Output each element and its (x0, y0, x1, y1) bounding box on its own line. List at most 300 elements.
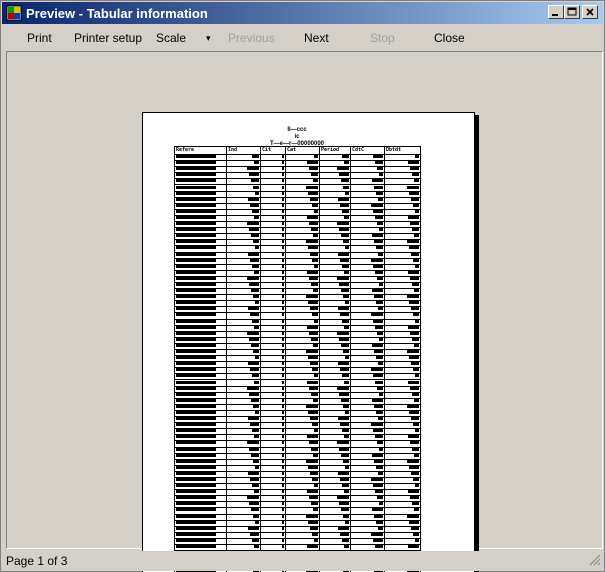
illegible-text-mark (176, 271, 216, 274)
illegible-text-mark (282, 508, 284, 511)
close-window-button[interactable] (582, 5, 598, 19)
title-bar (2, 2, 603, 24)
preview-area[interactable] (6, 51, 603, 549)
illegible-text-mark (255, 246, 259, 249)
illegible-text-mark (340, 478, 349, 481)
illegible-text-mark (176, 508, 216, 511)
illegible-text-mark (282, 277, 284, 280)
previous-button[interactable]: Previous (228, 31, 275, 45)
illegible-text-mark (248, 362, 259, 365)
illegible-text-mark (378, 198, 383, 201)
illegible-text-mark (282, 179, 284, 182)
illegible-text-mark (375, 381, 383, 384)
stop-button[interactable]: Stop (370, 31, 395, 45)
illegible-text-mark (343, 295, 349, 298)
illegible-text-mark (252, 210, 259, 213)
illegible-text-mark (251, 508, 259, 511)
illegible-text-mark (176, 362, 216, 365)
scale-button[interactable]: Scale (156, 31, 187, 45)
illegible-text-mark (375, 271, 383, 274)
illegible-text-mark (248, 198, 259, 201)
illegible-text-mark (407, 240, 419, 243)
illegible-text-mark (375, 490, 383, 493)
illegible-text-mark (176, 326, 216, 329)
illegible-text-mark (282, 399, 284, 402)
illegible-text-mark (176, 515, 216, 518)
illegible-text-mark (413, 533, 419, 536)
illegible-text-mark (372, 179, 383, 182)
illegible-text-mark (250, 478, 259, 481)
illegible-text-mark (176, 338, 216, 341)
next-button[interactable]: Next (304, 31, 329, 45)
illegible-text-mark (410, 387, 419, 390)
illegible-text-mark (411, 527, 419, 530)
illegible-text-mark (251, 399, 259, 402)
illegible-text-mark (176, 472, 216, 475)
illegible-text-mark (379, 502, 383, 505)
illegible-text-mark (340, 423, 349, 426)
illegible-text-mark (306, 350, 318, 353)
illegible-text-mark (307, 381, 318, 384)
illegible-text-mark (282, 448, 284, 451)
illegible-text-mark (372, 344, 383, 347)
illegible-text-mark (282, 527, 284, 530)
illegible-text-mark (372, 289, 383, 292)
illegible-text-mark (308, 246, 318, 249)
illegible-text-mark (282, 289, 284, 292)
print-button[interactable]: Print (27, 31, 52, 45)
illegible-text-mark (176, 435, 216, 438)
illegible-text-mark (282, 387, 284, 390)
illegible-text-mark (282, 539, 284, 542)
illegible-text-mark (311, 338, 318, 341)
illegible-text-mark (255, 411, 259, 414)
illegible-text-mark (313, 179, 318, 182)
illegible-text-mark (338, 417, 349, 420)
report-table (174, 146, 421, 572)
illegible-text-mark (176, 490, 216, 493)
illegible-text-mark (312, 423, 318, 426)
illegible-text-mark (176, 155, 216, 158)
illegible-text-mark (377, 441, 383, 444)
illegible-text-mark (282, 350, 284, 353)
illegible-text-mark (282, 417, 284, 420)
illegible-text-mark (251, 454, 259, 457)
illegible-text-mark (372, 399, 383, 402)
illegible-text-mark (307, 545, 318, 548)
illegible-text-mark (376, 192, 383, 195)
illegible-text-mark (176, 381, 216, 384)
illegible-text-mark (282, 246, 284, 249)
illegible-text-mark (248, 527, 259, 530)
illegible-text-mark (251, 179, 259, 182)
illegible-text-mark (373, 320, 383, 323)
illegible-text-mark (251, 344, 259, 347)
illegible-text-mark (254, 326, 259, 329)
illegible-text-mark (309, 441, 318, 444)
illegible-text-mark (253, 405, 259, 408)
illegible-text-mark (342, 265, 349, 268)
illegible-text-mark (282, 374, 284, 377)
illegible-text-mark (373, 484, 383, 487)
illegible-text-mark (282, 240, 284, 243)
illegible-text-mark (414, 508, 419, 511)
illegible-text-mark (407, 460, 419, 463)
illegible-text-mark (176, 222, 216, 225)
illegible-text-mark (415, 210, 419, 213)
illegible-text-mark (414, 289, 419, 292)
illegible-text-mark (371, 204, 383, 207)
illegible-text-mark (282, 381, 284, 384)
illegible-text-mark (176, 210, 216, 213)
illegible-text-mark (176, 320, 216, 323)
maximize-button[interactable] (564, 5, 580, 19)
illegible-text-mark (314, 320, 318, 323)
illegible-text-mark (313, 234, 318, 237)
illegible-text-mark (342, 484, 349, 487)
illegible-text-mark (313, 454, 318, 457)
illegible-text-mark (410, 167, 419, 170)
illegible-text-mark (379, 283, 383, 286)
illegible-text-mark (344, 545, 349, 548)
illegible-text-mark (253, 515, 259, 518)
illegible-text-mark (414, 454, 419, 457)
illegible-text-mark (176, 387, 216, 390)
illegible-text-mark (310, 198, 318, 201)
illegible-text-mark (282, 533, 284, 536)
illegible-text-mark (412, 338, 419, 341)
illegible-text-mark (282, 478, 284, 481)
illegible-text-mark (373, 429, 383, 432)
toolbar (2, 25, 603, 50)
report-title-2: ic (294, 134, 300, 140)
illegible-text-mark (306, 460, 318, 463)
illegible-text-mark (254, 490, 259, 493)
illegible-text-mark (309, 167, 318, 170)
illegible-text-mark (247, 222, 259, 225)
illegible-text-mark (377, 167, 383, 170)
illegible-text-mark (412, 173, 419, 176)
illegible-text-mark (378, 253, 383, 256)
illegible-text-mark (343, 350, 349, 353)
illegible-text-mark (249, 502, 259, 505)
illegible-text-mark (345, 246, 349, 249)
illegible-text-mark (176, 460, 216, 463)
illegible-text-mark (338, 307, 349, 310)
illegible-text-mark (374, 460, 383, 463)
illegible-text-mark (339, 502, 349, 505)
illegible-text-mark (372, 454, 383, 457)
illegible-text-mark (341, 454, 349, 457)
illegible-text-mark (282, 210, 284, 213)
illegible-text-mark (306, 515, 318, 518)
illegible-text-mark (176, 539, 216, 542)
illegible-text-mark (411, 472, 419, 475)
illegible-text-mark (254, 216, 259, 219)
illegible-text-mark (371, 533, 383, 536)
resize-grip-icon[interactable] (589, 554, 601, 569)
illegible-text-mark (282, 454, 284, 457)
illegible-text-mark (310, 362, 318, 365)
illegible-text-mark (282, 173, 284, 176)
status-bar (2, 551, 603, 571)
illegible-text-mark (176, 411, 216, 414)
illegible-text-mark (249, 448, 259, 451)
illegible-text-mark (176, 484, 216, 487)
illegible-text-mark (176, 259, 216, 262)
illegible-text-mark (339, 173, 349, 176)
illegible-text-mark (308, 192, 318, 195)
illegible-text-mark (375, 326, 383, 329)
illegible-text-mark (344, 161, 349, 164)
illegible-text-mark (176, 295, 216, 298)
illegible-text-mark (253, 295, 259, 298)
illegible-text-mark (253, 350, 259, 353)
illegible-text-mark (282, 216, 284, 219)
report-title-1: Il—ccc (287, 127, 307, 133)
illegible-text-mark (378, 307, 383, 310)
illegible-text-mark (314, 265, 318, 268)
illegible-text-mark (251, 234, 259, 237)
illegible-text-mark (344, 435, 349, 438)
printer-setup-button[interactable]: Printer setup (74, 31, 143, 45)
illegible-text-mark (337, 167, 349, 170)
illegible-text-mark (282, 253, 284, 256)
illegible-text-mark (307, 161, 318, 164)
illegible-text-mark (310, 253, 318, 256)
illegible-text-mark (282, 192, 284, 195)
illegible-text-mark (374, 405, 383, 408)
illegible-text-mark (176, 167, 216, 170)
illegible-text-mark (313, 399, 318, 402)
illegible-text-mark (343, 515, 349, 518)
illegible-text-mark (176, 216, 216, 219)
illegible-text-mark (247, 277, 259, 280)
report (174, 127, 420, 153)
illegible-text-mark (413, 478, 419, 481)
illegible-text-mark (375, 545, 383, 548)
illegible-text-mark (282, 332, 284, 335)
illegible-text-mark (337, 441, 349, 444)
page-indicator: Page 1 of 3 (6, 554, 68, 568)
illegible-text-mark (338, 527, 349, 530)
illegible-text-mark (407, 295, 419, 298)
illegible-text-mark (311, 448, 318, 451)
illegible-text-mark (176, 228, 216, 231)
illegible-text-mark (314, 429, 318, 432)
illegible-text-mark (176, 186, 216, 189)
illegible-text-mark (176, 277, 216, 280)
illegible-text-mark (375, 216, 383, 219)
illegible-text-mark (253, 240, 259, 243)
minimize-button[interactable] (548, 5, 564, 19)
report-col-header: Ind (227, 147, 261, 155)
illegible-text-mark (282, 496, 284, 499)
illegible-text-mark (371, 368, 383, 371)
illegible-text-mark (254, 545, 259, 548)
illegible-text-mark (310, 472, 318, 475)
illegible-text-mark (373, 210, 383, 213)
illegible-text-mark (413, 204, 419, 207)
illegible-text-mark (338, 198, 349, 201)
illegible-text-mark (415, 484, 419, 487)
illegible-text-mark (341, 344, 349, 347)
illegible-text-mark (308, 411, 318, 414)
illegible-text-mark (282, 283, 284, 286)
close-button[interactable]: Close (434, 31, 465, 45)
illegible-text-mark (408, 161, 419, 164)
illegible-text-mark (407, 515, 419, 518)
preview-page (142, 112, 475, 572)
illegible-text-mark (340, 204, 349, 207)
illegible-text-mark (410, 222, 419, 225)
illegible-text-mark (176, 527, 216, 530)
illegible-text-mark (413, 423, 419, 426)
illegible-text-mark (176, 466, 216, 469)
illegible-text-mark (176, 332, 216, 335)
illegible-text-mark (282, 198, 284, 201)
illegible-text-mark (341, 289, 349, 292)
illegible-text-mark (342, 155, 349, 158)
illegible-text-mark (247, 332, 259, 335)
illegible-text-mark (376, 246, 383, 249)
illegible-text-mark (413, 368, 419, 371)
illegible-text-mark (371, 423, 383, 426)
illegible-text-mark (176, 399, 216, 402)
illegible-text-mark (415, 155, 419, 158)
illegible-text-mark (342, 320, 349, 323)
illegible-text-mark (373, 265, 383, 268)
illegible-text-mark (379, 338, 383, 341)
illegible-text-mark (249, 228, 259, 231)
illegible-text-mark (312, 313, 318, 316)
illegible-text-mark (371, 259, 383, 262)
illegible-text-mark (282, 222, 284, 225)
illegible-text-mark (341, 508, 349, 511)
illegible-text-mark (309, 277, 318, 280)
illegible-text-mark (376, 411, 383, 414)
illegible-text-mark (344, 381, 349, 384)
illegible-text-mark (338, 253, 349, 256)
illegible-text-mark (341, 399, 349, 402)
illegible-text-mark (311, 228, 318, 231)
illegible-text-mark (282, 441, 284, 444)
illegible-text-mark (176, 204, 216, 207)
illegible-text-mark (344, 326, 349, 329)
illegible-text-mark (252, 265, 259, 268)
illegible-text-mark (376, 521, 383, 524)
illegible-text-mark (314, 539, 318, 542)
illegible-text-mark (247, 387, 259, 390)
illegible-text-mark (337, 387, 349, 390)
illegible-text-mark (344, 490, 349, 493)
illegible-text-mark (374, 186, 383, 189)
illegible-text-mark (176, 265, 216, 268)
illegible-text-mark (282, 466, 284, 469)
illegible-text-mark (313, 344, 318, 347)
illegible-text-mark (176, 283, 216, 286)
illegible-text-mark (378, 417, 383, 420)
illegible-text-mark (409, 411, 419, 414)
illegible-text-mark (408, 545, 419, 548)
illegible-text-mark (282, 435, 284, 438)
illegible-text-mark (343, 240, 349, 243)
illegible-text-mark (307, 326, 318, 329)
illegible-text-mark (313, 508, 318, 511)
illegible-text-mark (282, 545, 284, 548)
illegible-text-mark (342, 374, 349, 377)
illegible-text-mark (342, 210, 349, 213)
illegible-text-mark (253, 186, 259, 189)
illegible-text-mark (282, 204, 284, 207)
illegible-text-mark (409, 521, 419, 524)
illegible-text-mark (252, 320, 259, 323)
illegible-text-mark (376, 356, 383, 359)
illegible-text-mark (248, 253, 259, 256)
illegible-text-mark (314, 374, 318, 377)
illegible-text-mark (176, 246, 216, 249)
illegible-text-mark (282, 472, 284, 475)
illegible-text-mark (374, 350, 383, 353)
illegible-text-mark (282, 502, 284, 505)
illegible-text-mark (308, 356, 318, 359)
illegible-text-mark (252, 429, 259, 432)
illegible-text-mark (282, 161, 284, 164)
illegible-text-mark (306, 295, 318, 298)
illegible-text-mark (176, 478, 216, 481)
illegible-text-mark (282, 234, 284, 237)
illegible-text-mark (282, 460, 284, 463)
illegible-text-mark (282, 405, 284, 408)
illegible-text-mark (282, 521, 284, 524)
illegible-text-mark (251, 289, 259, 292)
illegible-text-mark (176, 502, 216, 505)
illegible-text-mark (282, 362, 284, 365)
illegible-text-mark (314, 210, 318, 213)
illegible-text-mark (377, 277, 383, 280)
illegible-text-mark (341, 234, 349, 237)
report-title-3: T—e—r—00000000 (269, 141, 325, 147)
illegible-text-mark (249, 283, 259, 286)
illegible-text-mark (414, 179, 419, 182)
illegible-text-mark (339, 338, 349, 341)
illegible-text-mark (250, 533, 259, 536)
illegible-text-mark (310, 307, 318, 310)
illegible-text-mark (409, 301, 419, 304)
illegible-text-mark (252, 374, 259, 377)
illegible-text-mark (282, 301, 284, 304)
illegible-text-mark (339, 448, 349, 451)
illegible-text-mark (408, 216, 419, 219)
illegible-text-mark (250, 368, 259, 371)
illegible-text-mark (282, 228, 284, 231)
scale-dropdown-arrow-icon[interactable]: ▾ (206, 33, 211, 43)
illegible-text-mark (254, 435, 259, 438)
illegible-text-mark (343, 460, 349, 463)
illegible-text-mark (345, 411, 349, 414)
illegible-text-mark (379, 228, 383, 231)
illegible-text-mark (409, 192, 419, 195)
illegible-text-mark (412, 393, 419, 396)
illegible-text-mark (252, 484, 259, 487)
illegible-text-mark (314, 484, 318, 487)
illegible-text-mark (373, 155, 383, 158)
illegible-text-mark (409, 356, 419, 359)
illegible-text-mark (282, 423, 284, 426)
illegible-text-mark (255, 192, 259, 195)
illegible-text-mark (376, 301, 383, 304)
illegible-text-mark (176, 423, 216, 426)
